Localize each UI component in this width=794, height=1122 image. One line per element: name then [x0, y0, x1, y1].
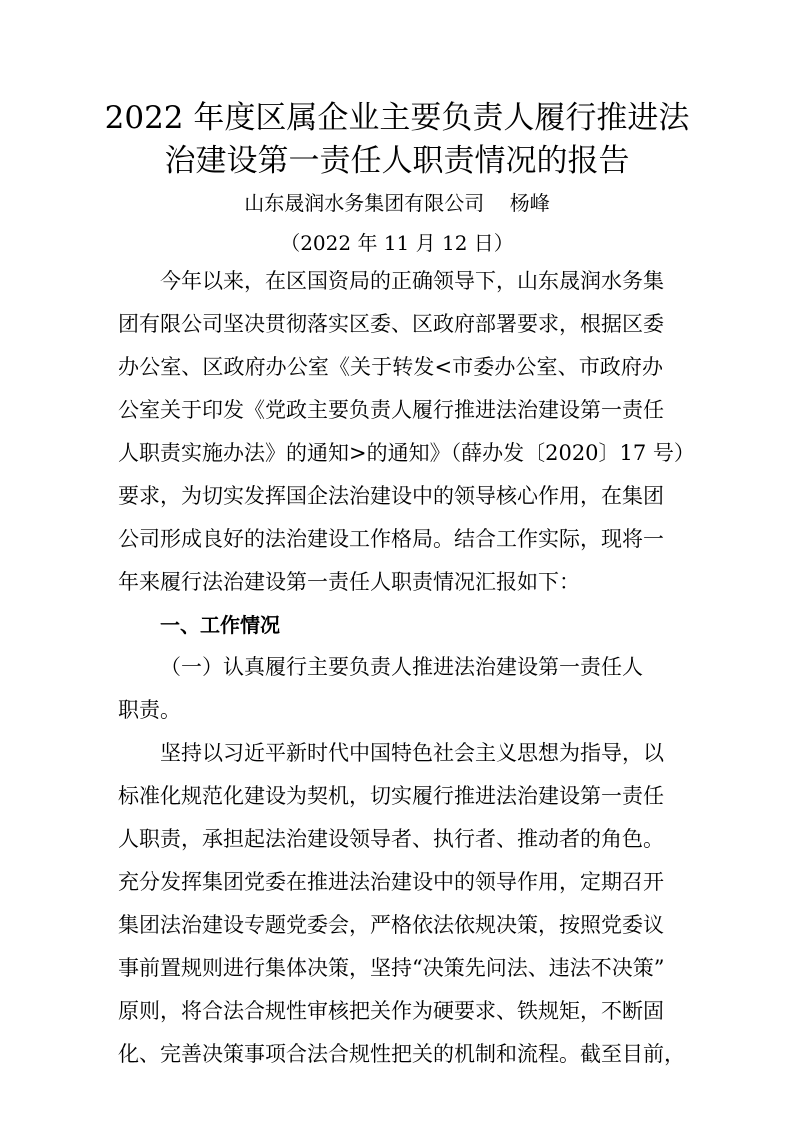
intro-line-7: 公司形成良好的法治建设工作格局。结合工作实际，现将一: [118, 527, 664, 551]
body-line-4: 充分发挥集团党委在推进法治建设中的领导作用，定期召开: [118, 870, 664, 894]
body-line-3: 人职责，承担起法治建设领导者、执行者、推动者的角色。: [118, 827, 664, 851]
body-line-7: 原则，将合法合规性审核把关作为硬要求、铁规矩，不断固: [118, 999, 664, 1023]
intro-line-5: 人职责实施办法》的通知>的通知》（薛办发〔2020〕17 号）: [118, 441, 695, 465]
body-line-5: 集团法治建设专题党委会，严格依法依规决策，按照党委议: [118, 913, 664, 937]
body-line-1: 坚持以习近平新时代中国特色社会主义思想为指导，以: [160, 741, 664, 765]
body-line-2: 标准化规范化建设为契机，切实履行推进法治建设第一责任: [118, 784, 664, 808]
body-line-8: 化、完善决策事项合法合规性把关的机制和流程。截至目前，: [118, 1042, 685, 1066]
section-heading: 一、工作情况: [160, 613, 280, 637]
document-title-line-1: 2022 年度区属企业主要负责人履行推进法: [104, 100, 690, 136]
intro-line-8: 年来履行法治建设第一责任人职责情况汇报如下：: [118, 570, 580, 594]
document-title-line-2: 治建设第一责任人职责情况的报告: [164, 143, 630, 179]
body-line-6: 事前置规则进行集体决策，坚持“决策先问法、违法不决策”: [118, 956, 665, 980]
intro-line-6: 要求，为切实发挥国企法治建设中的领导核心作用，在集团: [118, 484, 664, 508]
intro-line-4: 公室关于印发《党政主要负责人履行推进法治建设第一责任: [118, 398, 664, 422]
intro-line-3: 办公室、区政府办公室《关于转发<市委办公室、市政府办: [118, 355, 663, 379]
intro-line-2: 团有限公司坚决贯彻落实区委、区政府部署要求，根据区委: [118, 312, 664, 336]
subsection-line-2: 职责。: [118, 698, 181, 722]
intro-line-1: 今年以来，在区国资局的正确领导下，山东晟润水务集: [160, 269, 664, 293]
subsection-line-1: （一）认真履行主要负责人推进法治建设第一责任人: [160, 655, 643, 679]
date-line: （2022 年 11 月 12 日）: [280, 231, 514, 255]
author-line: 山东晟润水务集团有限公司 杨峰: [244, 191, 550, 215]
